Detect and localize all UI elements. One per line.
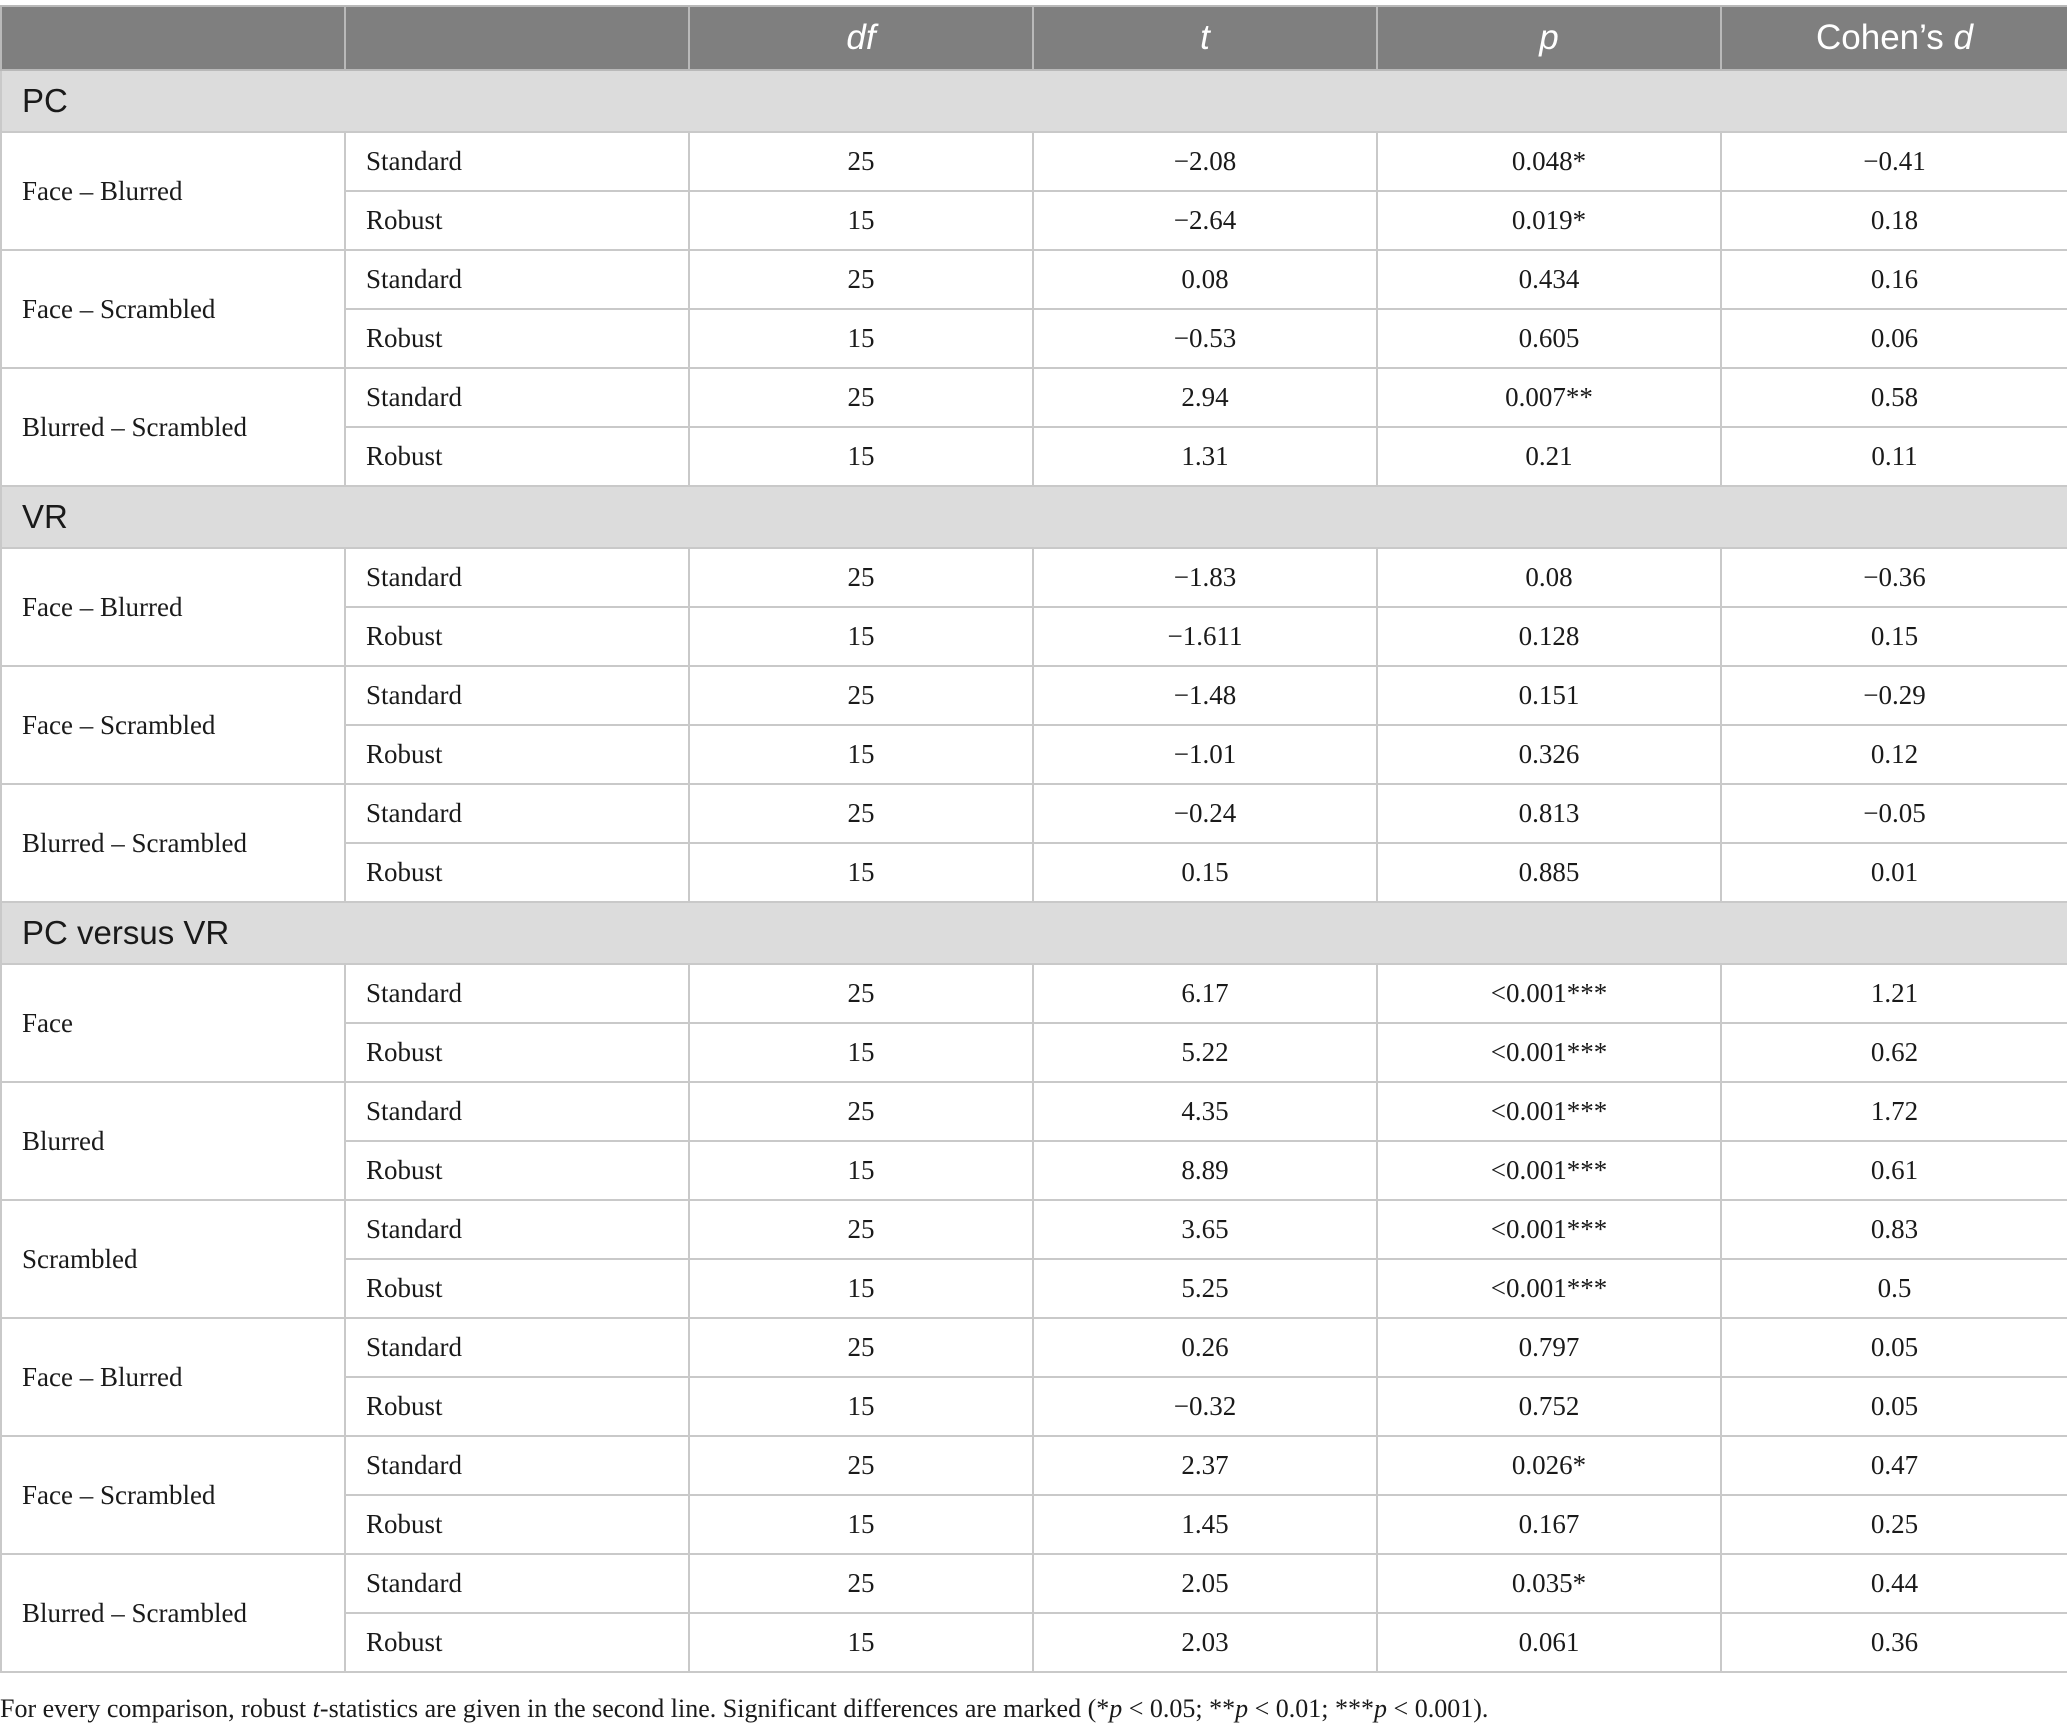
header-row [1,6,2067,70]
table-footnote [0,1694,1488,1724]
t-value: 2.37 [1033,1436,1377,1495]
cohens-d-value: 0.25 [1721,1495,2067,1554]
comparison-label: Face – Blurred [1,132,345,250]
method-label: Robust [345,1023,689,1082]
p-value: 0.08 [1377,548,1721,607]
header-t: t [1033,6,1377,70]
df-value: 25 [689,1318,1033,1377]
p-value: 0.048* [1377,132,1721,191]
footnote-p-symbol: p [1235,1694,1249,1723]
p-value: 0.019* [1377,191,1721,250]
p-value: 0.035* [1377,1554,1721,1613]
df-value: 25 [689,132,1033,191]
section-row [1,486,2067,548]
cohens-d-value: 0.01 [1721,843,2067,902]
header-df: df [689,6,1033,70]
df-value: 15 [689,1259,1033,1318]
method-label: Robust [345,1613,689,1672]
method-label: Robust [345,427,689,486]
df-value: 15 [689,309,1033,368]
header-cohens-label: Cohen’s [1816,18,1954,57]
cohens-d-value: 0.16 [1721,250,2067,309]
method-label: Standard [345,1082,689,1141]
header-p: p [1377,6,1721,70]
t-value: −0.24 [1033,784,1377,843]
comparison-label: Blurred – Scrambled [1,784,345,902]
t-value: −0.32 [1033,1377,1377,1436]
footnote-text: < 0.05; ** [1122,1694,1236,1723]
cohens-d-value: 1.21 [1721,964,2067,1023]
footnote-text: For every comparison, robust [0,1694,313,1723]
method-label: Standard [345,132,689,191]
t-value: 8.89 [1033,1141,1377,1200]
cohens-d-value: 0.5 [1721,1259,2067,1318]
table-row [1,132,2067,191]
df-value: 15 [689,725,1033,784]
method-label: Standard [345,666,689,725]
method-label: Robust [345,843,689,902]
header-cohens-d-symbol: d [1953,18,1973,57]
t-value: −2.64 [1033,191,1377,250]
cohens-d-value: 1.72 [1721,1082,2067,1141]
cohens-d-value: 0.12 [1721,725,2067,784]
comparison-label: Face – Blurred [1,1318,345,1436]
t-value: 0.08 [1033,250,1377,309]
t-value: −0.53 [1033,309,1377,368]
footnote-t-symbol: t [312,1694,320,1723]
t-value: −1.48 [1033,666,1377,725]
df-value: 25 [689,1436,1033,1495]
table-row [1,1082,2067,1141]
comparison-label: Blurred – Scrambled [1,1554,345,1672]
p-value: <0.001*** [1377,964,1721,1023]
t-value: −1.83 [1033,548,1377,607]
p-value: 0.885 [1377,843,1721,902]
p-value: 0.797 [1377,1318,1721,1377]
df-value: 25 [689,666,1033,725]
footnote-text: -statistics are given in the second line. Significant differences are marked (* [319,1694,1110,1723]
p-value: 0.434 [1377,250,1721,309]
table-row [1,784,2067,843]
p-value: <0.001*** [1377,1259,1721,1318]
p-value: <0.001*** [1377,1082,1721,1141]
df-value: 15 [689,1495,1033,1554]
df-value: 25 [689,250,1033,309]
table-row [1,1436,2067,1495]
t-value: 0.26 [1033,1318,1377,1377]
t-value: 2.03 [1033,1613,1377,1672]
df-value: 25 [689,784,1033,843]
t-value: 3.65 [1033,1200,1377,1259]
t-value: 0.15 [1033,843,1377,902]
cohens-d-value: 0.36 [1721,1613,2067,1672]
method-label: Standard [345,368,689,427]
df-value: 15 [689,1613,1033,1672]
comparison-label: Face [1,964,345,1082]
df-value: 25 [689,368,1033,427]
df-value: 15 [689,607,1033,666]
cohens-d-value: 0.05 [1721,1377,2067,1436]
df-value: 25 [689,1200,1033,1259]
t-value: 2.05 [1033,1554,1377,1613]
table-row [1,368,2067,427]
method-label: Robust [345,1259,689,1318]
header-cohens-d [1721,6,2067,70]
method-label: Standard [345,784,689,843]
method-label: Robust [345,1377,689,1436]
t-value: −1.01 [1033,725,1377,784]
df-value: 25 [689,1082,1033,1141]
table-row [1,1200,2067,1259]
t-value: 1.31 [1033,427,1377,486]
cohens-d-value: 0.58 [1721,368,2067,427]
method-label: Standard [345,1436,689,1495]
section-label: PC [1,70,2067,132]
section-row [1,70,2067,132]
method-label: Robust [345,725,689,784]
p-value: 0.151 [1377,666,1721,725]
comparison-label: Face – Blurred [1,548,345,666]
cohens-d-value: −0.41 [1721,132,2067,191]
table-header [1,6,2067,70]
method-label: Standard [345,964,689,1023]
footnote-text: < 0.01; *** [1248,1694,1375,1723]
df-value: 15 [689,191,1033,250]
comparison-label: Blurred – Scrambled [1,368,345,486]
p-value: 0.813 [1377,784,1721,843]
p-value: 0.752 [1377,1377,1721,1436]
table-row [1,1318,2067,1377]
method-label: Robust [345,1141,689,1200]
method-label: Robust [345,309,689,368]
cohens-d-value: 0.18 [1721,191,2067,250]
stats-table [0,5,2067,1673]
cohens-d-value: −0.36 [1721,548,2067,607]
comparison-label: Blurred [1,1082,345,1200]
t-value: 1.45 [1033,1495,1377,1554]
footnote-text: < 0.001). [1387,1694,1489,1723]
cohens-d-value: 0.47 [1721,1436,2067,1495]
t-value: 5.22 [1033,1023,1377,1082]
df-value: 25 [689,964,1033,1023]
cohens-d-value: 0.05 [1721,1318,2067,1377]
table-row [1,666,2067,725]
section-row [1,902,2067,964]
method-label: Robust [345,607,689,666]
footnote-p-symbol: p [1374,1694,1388,1723]
cohens-d-value: −0.29 [1721,666,2067,725]
method-label: Robust [345,191,689,250]
method-label: Standard [345,250,689,309]
method-label: Standard [345,1318,689,1377]
df-value: 25 [689,1554,1033,1613]
method-label: Standard [345,548,689,607]
comparison-label: Face – Scrambled [1,250,345,368]
p-value: <0.001*** [1377,1023,1721,1082]
table-row [1,548,2067,607]
header-method [345,6,689,70]
cohens-d-value: 0.44 [1721,1554,2067,1613]
t-value: 5.25 [1033,1259,1377,1318]
method-label: Robust [345,1495,689,1554]
cohens-d-value: 0.15 [1721,607,2067,666]
p-value: <0.001*** [1377,1200,1721,1259]
p-value: 0.605 [1377,309,1721,368]
comparison-label: Face – Scrambled [1,666,345,784]
comparison-label: Face – Scrambled [1,1436,345,1554]
method-label: Standard [345,1200,689,1259]
p-value: 0.326 [1377,725,1721,784]
df-value: 15 [689,427,1033,486]
df-value: 15 [689,1141,1033,1200]
df-value: 15 [689,1377,1033,1436]
cohens-d-value: 0.61 [1721,1141,2067,1200]
t-value: −1.611 [1033,607,1377,666]
t-value: 6.17 [1033,964,1377,1023]
p-value: 0.167 [1377,1495,1721,1554]
method-label: Standard [345,1554,689,1613]
t-value: 2.94 [1033,368,1377,427]
cohens-d-value: 0.83 [1721,1200,2067,1259]
t-value: −2.08 [1033,132,1377,191]
cohens-d-value: −0.05 [1721,784,2067,843]
header-comparison [1,6,345,70]
cohens-d-value: 0.62 [1721,1023,2067,1082]
df-value: 15 [689,843,1033,902]
table-row [1,964,2067,1023]
p-value: 0.026* [1377,1436,1721,1495]
table-row [1,1554,2067,1613]
p-value: 0.061 [1377,1613,1721,1672]
cohens-d-value: 0.06 [1721,309,2067,368]
comparison-label: Scrambled [1,1200,345,1318]
table-row [1,250,2067,309]
p-value: 0.21 [1377,427,1721,486]
table-body [1,70,2067,1672]
p-value: 0.007** [1377,368,1721,427]
section-label: VR [1,486,2067,548]
df-value: 15 [689,1023,1033,1082]
p-value: 0.128 [1377,607,1721,666]
footnote-p-symbol: p [1109,1694,1123,1723]
section-label: PC versus VR [1,902,2067,964]
t-value: 4.35 [1033,1082,1377,1141]
cohens-d-value: 0.11 [1721,427,2067,486]
df-value: 25 [689,548,1033,607]
p-value: <0.001*** [1377,1141,1721,1200]
